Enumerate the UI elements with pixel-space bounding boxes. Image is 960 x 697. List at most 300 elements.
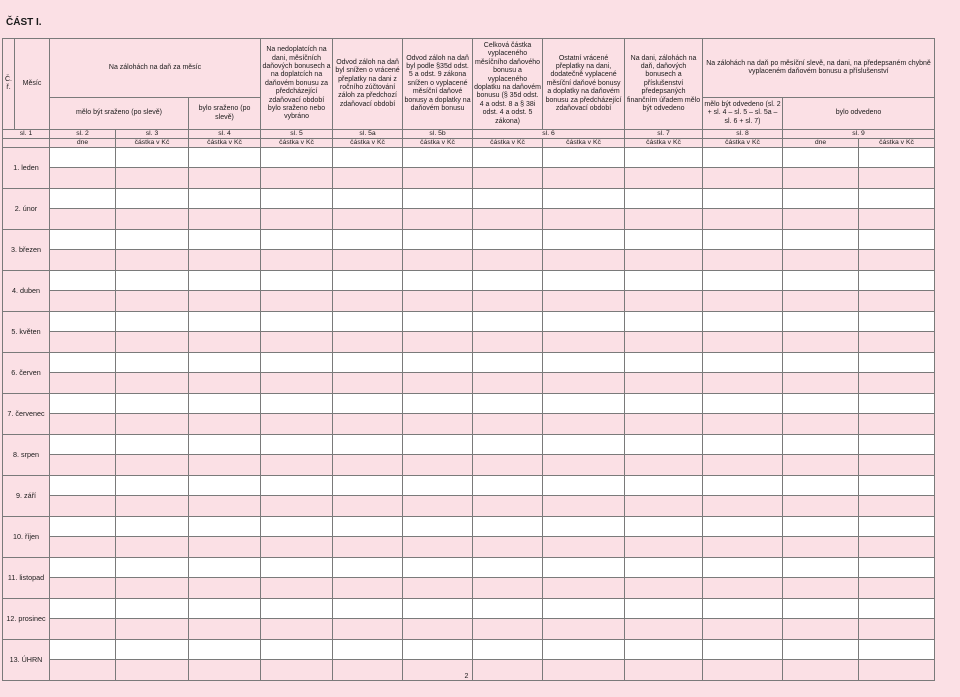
spacer-cell <box>261 578 333 599</box>
spacer-cell <box>403 250 473 271</box>
entry-cell[interactable] <box>116 476 189 496</box>
entry-cell[interactable] <box>859 148 935 168</box>
spacer-cell <box>50 168 116 189</box>
spacer-cell <box>783 455 859 476</box>
spacer-cell <box>261 455 333 476</box>
entry-cell[interactable] <box>625 148 703 168</box>
entry-cell[interactable] <box>116 271 189 291</box>
entry-cell[interactable] <box>333 640 403 660</box>
spacer-cell <box>333 619 403 640</box>
entry-cell[interactable] <box>703 189 783 209</box>
withheld-header: bylo sraženo (po slevě) <box>189 98 261 130</box>
spacer-cell <box>625 496 703 517</box>
entry-cell[interactable] <box>116 394 189 414</box>
spacer-cell <box>783 291 859 312</box>
table-row <box>3 496 935 517</box>
table-row <box>3 578 935 599</box>
entry-cell[interactable] <box>189 189 261 209</box>
entry-cell[interactable] <box>50 148 116 168</box>
entry-cell[interactable] <box>116 558 189 578</box>
entry-cell[interactable] <box>403 599 473 619</box>
page-title: ČÁST I. <box>6 17 42 28</box>
entry-cell[interactable] <box>473 476 543 496</box>
unit-label: částka v Kč <box>116 139 189 148</box>
entry-cell[interactable] <box>189 558 261 578</box>
month-header: Měsíc <box>15 39 50 130</box>
spacer-cell <box>543 250 625 271</box>
entry-cell[interactable] <box>116 189 189 209</box>
entry-cell[interactable] <box>859 558 935 578</box>
entry-cell[interactable] <box>625 189 703 209</box>
entry-cell[interactable] <box>116 312 189 332</box>
entry-cell[interactable] <box>116 640 189 660</box>
unit-label: částka v Kč <box>403 139 473 148</box>
spacer-cell <box>859 373 935 394</box>
entry-cell[interactable] <box>261 230 333 250</box>
entry-cell[interactable] <box>473 148 543 168</box>
month-label: 13. ÚHRN <box>3 640 50 681</box>
entry-cell[interactable] <box>703 312 783 332</box>
spacer-cell <box>189 496 261 517</box>
entry-cell[interactable] <box>116 435 189 455</box>
table-row <box>3 271 935 291</box>
entry-cell[interactable] <box>625 476 703 496</box>
spacer-cell <box>473 332 543 353</box>
month-label: 9. září <box>3 476 50 517</box>
spacer-cell <box>543 373 625 394</box>
spacer-cell <box>543 168 625 189</box>
entry-cell[interactable] <box>403 558 473 578</box>
entry-cell[interactable] <box>543 599 625 619</box>
spacer-cell <box>543 578 625 599</box>
entry-cell[interactable] <box>543 148 625 168</box>
spacer-cell <box>50 455 116 476</box>
entry-cell[interactable] <box>50 312 116 332</box>
entry-cell[interactable] <box>333 599 403 619</box>
entry-cell[interactable] <box>403 230 473 250</box>
entry-cell[interactable] <box>543 394 625 414</box>
spacer-cell <box>703 455 783 476</box>
spacer-cell <box>703 578 783 599</box>
entry-cell[interactable] <box>703 558 783 578</box>
spacer-cell <box>473 537 543 558</box>
unit-label: dne <box>783 139 859 148</box>
spacer-cell <box>50 250 116 271</box>
entry-cell[interactable] <box>261 640 333 660</box>
entry-cell[interactable] <box>783 435 859 455</box>
spacer-cell <box>261 373 333 394</box>
col4-header: Na nedoplatcích na dani, měsíčních daňových bonusech a na doplatcích na daňovém bonusu za předcházející zdaňovací období bylo sraženo nebo vybráno <box>261 39 333 130</box>
spacer-cell <box>703 537 783 558</box>
spacer-cell <box>333 209 403 230</box>
entry-cell[interactable] <box>403 517 473 537</box>
entry-cell[interactable] <box>543 353 625 373</box>
entry-cell[interactable] <box>859 394 935 414</box>
entry-cell[interactable] <box>261 394 333 414</box>
spacer-cell <box>625 619 703 640</box>
table-row <box>3 291 935 312</box>
spacer-cell <box>261 537 333 558</box>
entry-cell[interactable] <box>50 640 116 660</box>
spacer-cell <box>783 414 859 435</box>
entry-cell[interactable] <box>703 599 783 619</box>
spacer-cell <box>403 168 473 189</box>
spacer-cell <box>116 537 189 558</box>
entry-cell[interactable] <box>189 148 261 168</box>
entry-cell[interactable] <box>261 435 333 455</box>
spacer-cell <box>333 291 403 312</box>
unit-label: částka v Kč <box>625 139 703 148</box>
entry-cell[interactable] <box>859 640 935 660</box>
spacer-cell <box>50 209 116 230</box>
spacer-cell <box>703 373 783 394</box>
spacer-cell <box>783 250 859 271</box>
table-row <box>3 332 935 353</box>
spacer-cell <box>473 209 543 230</box>
spacer-cell <box>783 578 859 599</box>
table-row <box>3 455 935 476</box>
col5b-header: Celková částka vyplaceného měsíčního daňového bonusu a vyplaceného doplatku na daňovém bonusu (§ 35d odst. 4 a odst. 8 a § 38i odst. 4 a odst. 5 zákona) <box>473 39 543 130</box>
table-row <box>3 230 935 250</box>
entry-cell[interactable] <box>703 353 783 373</box>
entry-cell[interactable] <box>189 271 261 291</box>
entry-cell[interactable] <box>403 312 473 332</box>
entry-cell[interactable] <box>543 517 625 537</box>
entry-cell[interactable] <box>783 271 859 291</box>
entry-cell[interactable] <box>403 476 473 496</box>
entry-cell[interactable] <box>189 599 261 619</box>
spacer-cell <box>333 373 403 394</box>
entry-cell[interactable] <box>189 517 261 537</box>
entry-cell[interactable] <box>189 230 261 250</box>
entry-cell[interactable] <box>625 271 703 291</box>
spacer-cell <box>189 578 261 599</box>
col6-header: Ostatní vrácené přeplatky na dani, dodatečně vyplacené měsíční daňové bonusy a doplatky na daňovém bonusu za předcházející zdaňovací období <box>543 39 625 130</box>
entry-cell[interactable] <box>543 640 625 660</box>
month-label: 7. červenec <box>3 394 50 435</box>
col-number: sl. 5b <box>403 130 473 139</box>
entry-cell[interactable] <box>783 312 859 332</box>
entry-cell[interactable] <box>261 476 333 496</box>
entry-cell[interactable] <box>783 148 859 168</box>
entry-cell[interactable] <box>189 312 261 332</box>
entry-cell[interactable] <box>859 312 935 332</box>
spacer-cell <box>333 537 403 558</box>
entry-cell[interactable] <box>783 394 859 414</box>
spacer-cell <box>189 291 261 312</box>
entry-cell[interactable] <box>403 189 473 209</box>
unit-label: částka v Kč <box>473 139 543 148</box>
entry-cell[interactable] <box>50 517 116 537</box>
entry-cell[interactable] <box>261 558 333 578</box>
table-row <box>3 373 935 394</box>
entry-cell[interactable] <box>703 148 783 168</box>
spacer-cell <box>116 414 189 435</box>
spacer-cell <box>261 332 333 353</box>
entry-cell[interactable] <box>116 599 189 619</box>
spacer-cell <box>859 619 935 640</box>
entry-cell[interactable] <box>625 394 703 414</box>
entry-cell[interactable] <box>403 394 473 414</box>
entry-cell[interactable] <box>783 517 859 537</box>
spacer-cell <box>116 168 189 189</box>
col9-header: bylo odvedeno <box>783 98 935 130</box>
table-row <box>3 250 935 271</box>
col89-header: Na zálohách na daň po měsíční slevě, na dani, na předepsaném chybně vyplaceném daňovém bonusu a příslušenství <box>703 39 935 98</box>
entry-cell[interactable] <box>783 640 859 660</box>
table-row <box>3 414 935 435</box>
entry-cell[interactable] <box>333 517 403 537</box>
spacer-cell <box>403 619 473 640</box>
entry-cell[interactable] <box>403 640 473 660</box>
entry-cell[interactable] <box>473 230 543 250</box>
spacer-cell <box>403 578 473 599</box>
entry-cell[interactable] <box>859 353 935 373</box>
spacer-cell <box>189 619 261 640</box>
entry-cell[interactable] <box>625 312 703 332</box>
entry-cell[interactable] <box>116 517 189 537</box>
spacer-cell <box>189 168 261 189</box>
spacer-cell <box>625 209 703 230</box>
entry-cell[interactable] <box>189 394 261 414</box>
spacer-cell <box>625 291 703 312</box>
spacer-cell <box>261 168 333 189</box>
entry-cell[interactable] <box>403 148 473 168</box>
entry-cell[interactable] <box>50 230 116 250</box>
entry-cell[interactable] <box>783 189 859 209</box>
table-row <box>3 189 935 209</box>
spacer-cell <box>543 537 625 558</box>
entry-cell[interactable] <box>261 189 333 209</box>
month-label: 2. únor <box>3 189 50 230</box>
spacer-cell <box>543 414 625 435</box>
entry-cell[interactable] <box>543 435 625 455</box>
entry-cell[interactable] <box>703 435 783 455</box>
entry-cell[interactable] <box>50 353 116 373</box>
entry-cell[interactable] <box>859 599 935 619</box>
entry-cell[interactable] <box>783 353 859 373</box>
entry-cell[interactable] <box>333 353 403 373</box>
entry-cell[interactable] <box>703 271 783 291</box>
entry-cell[interactable] <box>116 148 189 168</box>
entry-cell[interactable] <box>50 271 116 291</box>
entry-cell[interactable] <box>625 558 703 578</box>
entry-cell[interactable] <box>333 394 403 414</box>
spacer-cell <box>50 414 116 435</box>
advances-header: Na zálohách na daň za měsíc <box>50 39 261 98</box>
entry-cell[interactable] <box>859 435 935 455</box>
entry-cell[interactable] <box>543 189 625 209</box>
entry-cell[interactable] <box>625 353 703 373</box>
entry-cell[interactable] <box>50 476 116 496</box>
entry-cell[interactable] <box>473 435 543 455</box>
entry-cell[interactable] <box>543 312 625 332</box>
spacer-cell <box>189 209 261 230</box>
tax-table <box>2 38 935 681</box>
spacer-cell <box>50 291 116 312</box>
should-withhold-header: mělo být sraženo (po slevě) <box>50 98 189 130</box>
spacer-cell <box>116 373 189 394</box>
entry-cell[interactable] <box>783 476 859 496</box>
row-number-header: Č. ř. <box>3 39 15 130</box>
spacer-cell <box>333 414 403 435</box>
spacer-cell <box>473 455 543 476</box>
table-row <box>3 312 935 332</box>
spacer-cell <box>261 250 333 271</box>
table-row <box>3 168 935 189</box>
entry-cell[interactable] <box>333 230 403 250</box>
entry-cell[interactable] <box>859 189 935 209</box>
spacer-cell <box>189 414 261 435</box>
entry-cell[interactable] <box>333 312 403 332</box>
entry-cell[interactable] <box>783 599 859 619</box>
entry-cell[interactable] <box>50 189 116 209</box>
entry-cell[interactable] <box>403 353 473 373</box>
entry-cell[interactable] <box>543 271 625 291</box>
entry-cell[interactable] <box>116 353 189 373</box>
entry-cell[interactable] <box>50 599 116 619</box>
entry-cell[interactable] <box>189 640 261 660</box>
entry-cell[interactable] <box>403 271 473 291</box>
table-row <box>3 209 935 230</box>
entry-cell[interactable] <box>859 230 935 250</box>
spacer-cell <box>703 250 783 271</box>
unit-label: částka v Kč <box>543 139 625 148</box>
month-label: 10. říjen <box>3 517 50 558</box>
entry-cell[interactable] <box>859 517 935 537</box>
spacer-cell <box>625 537 703 558</box>
spacer-cell <box>859 250 935 271</box>
entry-cell[interactable] <box>189 476 261 496</box>
entry-cell[interactable] <box>473 189 543 209</box>
spacer-cell <box>333 168 403 189</box>
entry-cell[interactable] <box>50 394 116 414</box>
entry-cell[interactable] <box>261 517 333 537</box>
spacer-cell <box>543 209 625 230</box>
entry-cell[interactable] <box>625 230 703 250</box>
spacer-cell <box>333 455 403 476</box>
spacer-cell <box>859 537 935 558</box>
spacer-cell <box>703 496 783 517</box>
entry-cell[interactable] <box>261 271 333 291</box>
entry-cell[interactable] <box>189 435 261 455</box>
entry-cell[interactable] <box>703 640 783 660</box>
spacer-cell <box>625 332 703 353</box>
spacer-cell <box>625 414 703 435</box>
spacer-cell <box>116 250 189 271</box>
page-number: 2 <box>464 673 469 680</box>
entry-cell[interactable] <box>473 353 543 373</box>
month-label: 12. prosinec <box>3 599 50 640</box>
entry-cell[interactable] <box>189 353 261 373</box>
entry-cell[interactable] <box>333 558 403 578</box>
unit-label: částka v Kč <box>859 139 935 148</box>
entry-cell[interactable] <box>333 476 403 496</box>
spacer-cell <box>116 619 189 640</box>
spacer-cell <box>859 332 935 353</box>
unit-label: dne <box>50 139 116 148</box>
table-row <box>3 394 935 414</box>
spacer-cell <box>261 496 333 517</box>
spacer-cell <box>116 332 189 353</box>
entry-cell[interactable] <box>703 476 783 496</box>
entry-cell[interactable] <box>473 599 543 619</box>
entry-cell[interactable] <box>859 271 935 291</box>
spacer-cell <box>783 619 859 640</box>
spacer-cell <box>473 578 543 599</box>
entry-cell[interactable] <box>473 312 543 332</box>
entry-cell[interactable] <box>703 517 783 537</box>
spacer-cell <box>703 414 783 435</box>
entry-cell[interactable] <box>543 230 625 250</box>
entry-cell[interactable] <box>261 148 333 168</box>
col-number: sl. 5a <box>333 130 403 139</box>
entry-cell[interactable] <box>783 230 859 250</box>
entry-cell[interactable] <box>261 599 333 619</box>
month-label: 3. březen <box>3 230 50 271</box>
entry-cell[interactable] <box>473 517 543 537</box>
entry-cell[interactable] <box>116 230 189 250</box>
entry-cell[interactable] <box>333 148 403 168</box>
entry-cell[interactable] <box>625 435 703 455</box>
spacer-cell <box>473 291 543 312</box>
spacer-cell <box>625 578 703 599</box>
col-number: sl. 7 <box>625 130 703 139</box>
entry-cell[interactable] <box>625 640 703 660</box>
spacer-cell <box>333 332 403 353</box>
entry-cell[interactable] <box>543 558 625 578</box>
spacer-cell <box>473 373 543 394</box>
spacer-cell <box>703 209 783 230</box>
entry-cell[interactable] <box>543 476 625 496</box>
entry-cell[interactable] <box>333 189 403 209</box>
spacer-cell <box>116 496 189 517</box>
entry-cell[interactable] <box>50 558 116 578</box>
entry-cell[interactable] <box>50 435 116 455</box>
spacer-cell <box>543 332 625 353</box>
spacer-cell <box>625 168 703 189</box>
entry-cell[interactable] <box>473 640 543 660</box>
entry-cell[interactable] <box>261 353 333 373</box>
entry-cell[interactable] <box>261 312 333 332</box>
entry-cell[interactable] <box>783 558 859 578</box>
spacer-cell <box>333 496 403 517</box>
entry-cell[interactable] <box>625 517 703 537</box>
entry-cell[interactable] <box>403 435 473 455</box>
entry-cell[interactable] <box>703 394 783 414</box>
spacer-cell <box>189 537 261 558</box>
entry-cell[interactable] <box>473 394 543 414</box>
entry-cell[interactable] <box>703 230 783 250</box>
entry-cell[interactable] <box>473 558 543 578</box>
entry-cell[interactable] <box>625 599 703 619</box>
entry-cell[interactable] <box>859 476 935 496</box>
spacer-cell <box>116 578 189 599</box>
spacer-cell <box>859 209 935 230</box>
entry-cell[interactable] <box>333 271 403 291</box>
month-label: 1. leden <box>3 148 50 189</box>
spacer-cell <box>50 496 116 517</box>
table-row <box>3 476 935 496</box>
spacer-cell <box>403 414 473 435</box>
spacer-cell <box>783 332 859 353</box>
spacer-cell <box>859 496 935 517</box>
entry-cell[interactable] <box>473 271 543 291</box>
col8-header: mělo být odvedeno (sl. 2 + sl. 4 – sl. 5 – sl. 5a – sl. 6 + sl. 7) <box>703 98 783 130</box>
unit-label: částka v Kč <box>261 139 333 148</box>
entry-cell[interactable] <box>333 435 403 455</box>
table-row <box>3 353 935 373</box>
